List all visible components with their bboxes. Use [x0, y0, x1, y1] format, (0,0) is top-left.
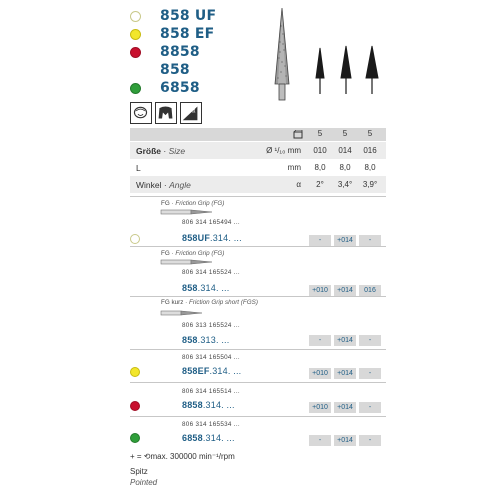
bur-small-drawing [160, 257, 220, 267]
size-cell: 016 [359, 285, 381, 296]
variant-858ef [130, 25, 214, 43]
pack-qty-2: 5 [342, 129, 348, 138]
variant-name: 858 EF [160, 26, 215, 42]
spec-row-length [130, 159, 386, 176]
spec-value: 8,0 [314, 163, 326, 172]
reference-code: 858UF.314. ... [182, 233, 242, 243]
spec-unit: mm [287, 163, 301, 172]
spec-value: 3,9° [362, 180, 378, 189]
ring-yellow-dot [130, 29, 141, 40]
article-number: 806 314 165524 ... [182, 269, 240, 276]
size-cell: - [309, 235, 331, 246]
spec-unit: α [296, 180, 301, 189]
spec-label: Größe · Size [136, 145, 186, 156]
variant-858 [130, 61, 190, 79]
variant-name: 6858 [160, 80, 200, 96]
variant-name: 858 [160, 62, 190, 78]
ring-red-dot [130, 401, 140, 411]
spec-row-angle [130, 176, 386, 193]
size-cell: - [359, 335, 381, 346]
size-cell: - [359, 435, 381, 446]
row-separator [130, 296, 386, 297]
row-separator [130, 349, 386, 350]
row-separator [130, 246, 386, 247]
bur-drawing [270, 6, 390, 102]
variant-858uf [130, 7, 216, 25]
article-number: 806 314 165534 ... [182, 421, 240, 428]
crown-icon [155, 102, 177, 124]
spec-value: 8,0 [339, 163, 351, 172]
shape-label-en: Pointed [130, 478, 158, 487]
row-separator [130, 416, 386, 417]
article-number: 806 313 165524 ... [182, 322, 240, 329]
spec-label: Winkel · Angle [136, 179, 191, 190]
spec-value: 3,4° [337, 180, 353, 189]
article-number: 806 314 165504 ... [182, 354, 240, 361]
size-cell: +014 [334, 368, 356, 379]
variant-name: 8858 [160, 44, 200, 60]
spec-unit: Ø ¹/₁₀ mm [266, 146, 301, 155]
grip-label: FG kurz · Friction Grip short (FGS) [161, 299, 258, 306]
row-separator [130, 196, 386, 197]
pack-qty-3: 5 [367, 129, 373, 138]
ring-yellow-dot [130, 367, 140, 377]
size-cell: +014 [334, 435, 356, 446]
variant-name: 858 UF [160, 8, 217, 24]
size-cell: - [359, 402, 381, 413]
variant-8858 [130, 43, 200, 61]
size-cell: - [309, 335, 331, 346]
size-cell: +010 [309, 368, 331, 379]
size-cell: +010 [309, 285, 331, 296]
cutting-angle-icon [180, 102, 202, 124]
size-cell: - [359, 368, 381, 379]
row-separator [130, 382, 386, 383]
grip-label: FG · Friction Grip (FG) [161, 200, 225, 207]
reference-code: 858.314. ... [182, 283, 230, 293]
spec-value: 8,0 [364, 163, 376, 172]
ring-white-dot [130, 11, 141, 22]
article-number: 806 314 165514 ... [182, 388, 240, 395]
reference-code: 6858.314. ... [182, 433, 235, 443]
article-number: 806 314 165494 ... [182, 219, 240, 226]
grip-label: FG · Friction Grip (FG) [161, 250, 225, 257]
ring-green-dot [130, 83, 141, 94]
size-cell: - [359, 235, 381, 246]
size-cell: +014 [334, 235, 356, 246]
reference-code: 858EF.314. ... [182, 366, 242, 376]
large-bur-illustration [275, 8, 289, 100]
spec-value: 2° [316, 180, 324, 189]
speed-note: + = ⟲max. 300000 min⁻¹/rpm [130, 452, 235, 461]
variant-6858 [130, 79, 200, 97]
ring-red-dot [130, 47, 141, 58]
size-cell: +014 [334, 402, 356, 413]
reference-code: 8858.314. ... [182, 400, 235, 410]
small-bur-silhouettes [316, 46, 378, 94]
shape-label-de: Spitz [130, 467, 148, 476]
size-cell: +014 [334, 285, 356, 296]
svg-text:α: α [191, 107, 196, 115]
ring-green-dot [130, 433, 140, 443]
package-icon [293, 130, 303, 139]
pack-qty-1: 5 [317, 129, 323, 138]
size-cell: +014 [334, 335, 356, 346]
bur-small-drawing [160, 207, 220, 217]
spec-table-header [130, 128, 386, 141]
ring-white-dot [130, 234, 140, 244]
bur-small-drawing [160, 308, 210, 318]
spec-label: L [136, 162, 141, 173]
spec-value: 016 [363, 146, 377, 155]
size-cell: - [309, 435, 331, 446]
ring-none-dot [130, 65, 141, 76]
spec-value: 014 [338, 146, 352, 155]
spec-value: 010 [313, 146, 327, 155]
reference-code: 858.313. ... [182, 335, 230, 345]
spec-row-size [130, 142, 386, 159]
tooth-icon [130, 102, 152, 124]
size-cell: +010 [309, 402, 331, 413]
